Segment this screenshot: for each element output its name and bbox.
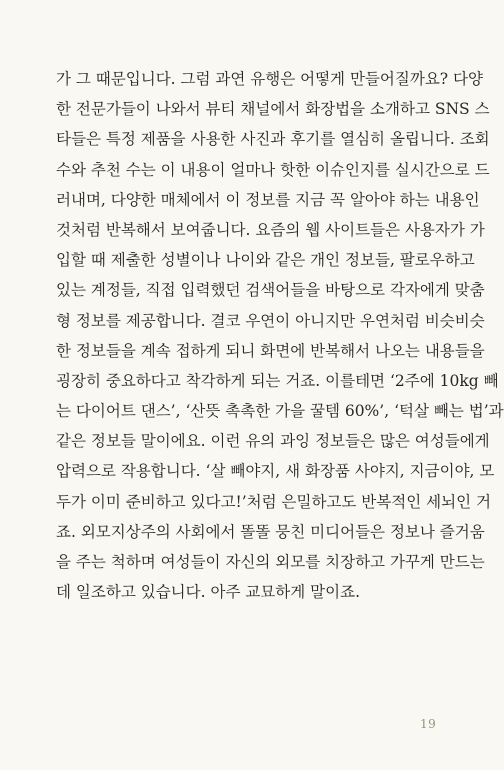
text-line: 가 그 때문입니다. 그럼 과연 유행은 어떻게 만들어질까요? 다양 [56,70,483,88]
text-line: 한 정보들을 계속 접하게 되니 화면에 반복해서 나오는 내용들을 [56,341,485,360]
body-text [56,64,504,607]
text-line: 같은 정보들 말이에요. 이런 유의 과잉 정보들은 많은 여성들에게 [56,432,490,451]
text-line: 형 정보를 제공합니다. 결코 우연이 아니지만 우연처럼 비슷비슷 [56,311,485,330]
text-line: 압력으로 작용합니다. ‘살 빼야지, 새 화장품 사야지, 지금이야, 모 [56,462,495,481]
text-line: 죠. 외모지상주의 사회에서 똘똘 뭉친 미디어들은 정보나 즐거움 [56,522,485,541]
text-line: 타들은 특정 제품을 사용한 사진과 후기를 열심히 올립니다. 조회 [56,130,490,149]
text-line: 있는 계정들, 직접 입력했던 검색어들을 바탕으로 각자에게 맞춤 [56,281,485,300]
text-line: 는 다이어트 댄스’, ‘산뜻 촉촉한 가을 꿀템 60%’, ‘턱살 빼는 법’과 [56,402,504,421]
text-line: 한 전문가들이 나와서 뷰티 채널에서 화장법을 소개하고 SNS 스 [56,100,490,119]
text-line: 데 일조하고 있습니다. 아주 교묘하게 말이죠. [56,583,361,602]
text-line: 입할 때 제출한 성별이나 나이와 같은 개인 정보들, 팔로우하고 [56,251,475,270]
text-line: 굉장히 중요하다고 착각하게 되는 거죠. 이를테면 ‘2주에 10kg 빼 [56,371,499,390]
text-line: 을 주는 척하며 여성들이 자신의 외모를 치장하고 가꾸게 만드는 [56,553,485,571]
text-line: 두가 이미 준비하고 있다고!’처럼 은밀하고도 반복적인 세뇌인 거 [56,492,491,511]
page-number: 19 [420,717,437,731]
text-line: 것처럼 반복해서 보여줍니다. 요즘의 웹 사이트들은 사용자가 가 [56,220,485,239]
text-line: 러내며, 다양한 매체에서 이 정보를 지금 꼭 알아야 하는 내용인 [56,190,480,209]
text-line: 수와 추천 수는 이 내용이 얼마나 핫한 이슈인지를 실시간으로 드 [56,160,490,179]
